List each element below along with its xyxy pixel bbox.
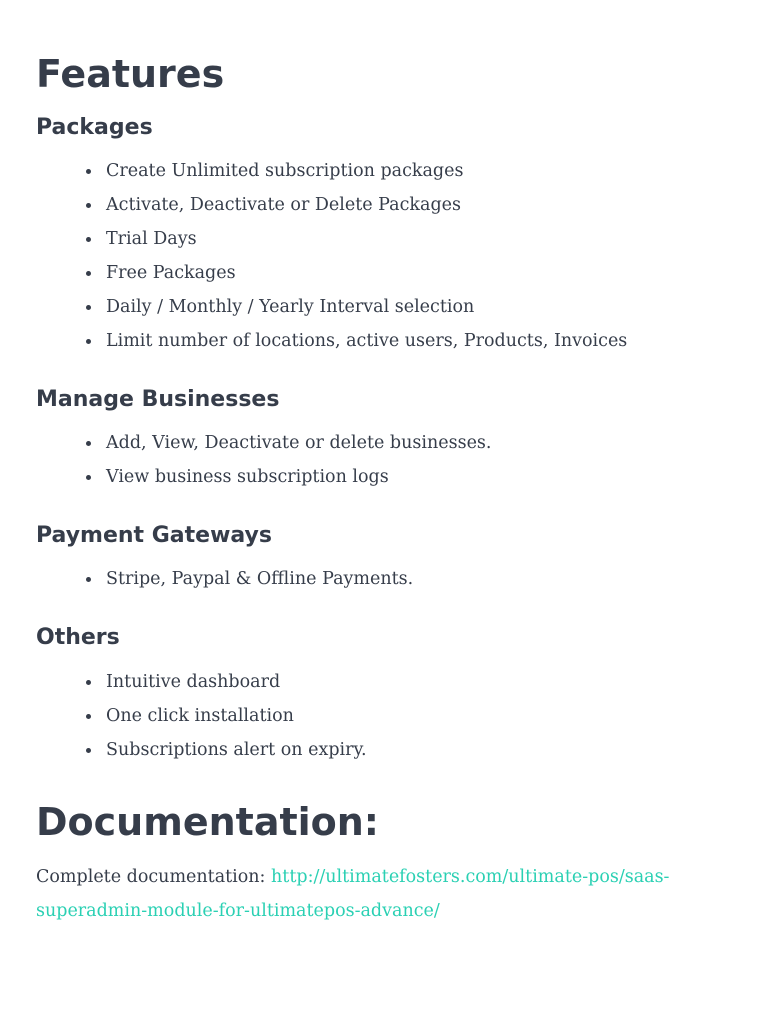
list-item-text: Trial Days bbox=[106, 229, 197, 249]
bullet-icon bbox=[86, 475, 91, 480]
list-item bbox=[36, 733, 736, 767]
list-item bbox=[36, 222, 736, 256]
bullet-icon bbox=[86, 203, 91, 208]
list-item bbox=[36, 290, 736, 324]
bullet-icon bbox=[86, 169, 91, 174]
manage-businesses-heading: Manage Businesses bbox=[36, 387, 280, 412]
list-item-text: View business subscription logs bbox=[106, 467, 389, 487]
bullet-icon bbox=[86, 680, 91, 685]
bullet-icon bbox=[86, 577, 91, 582]
list-item-text: Stripe, Paypal & Offline Payments. bbox=[106, 569, 414, 589]
list-item bbox=[36, 324, 736, 358]
bullet-icon bbox=[86, 714, 91, 719]
list-item-text: One click installation bbox=[106, 706, 294, 726]
payment-gateways-heading: Payment Gateways bbox=[36, 523, 272, 548]
list-item-text: Create Unlimited subscription packages bbox=[106, 161, 464, 181]
list-item bbox=[36, 665, 736, 699]
others-heading: Others bbox=[36, 625, 120, 650]
list-item bbox=[36, 460, 736, 494]
list-item-text: Limit number of locations, active users, Products, Invoices bbox=[106, 331, 628, 351]
list-item-text: Intuitive dashboard bbox=[106, 672, 281, 692]
bullet-icon bbox=[86, 237, 91, 242]
manage-businesses-list bbox=[36, 426, 736, 494]
list-item-text: Daily / Monthly / Yearly Interval selection bbox=[106, 297, 475, 317]
list-item-text: Add, View, Deactivate or delete businesses. bbox=[106, 433, 492, 453]
documentation-link-line1: http://ultimatefosters.com/ultimate-pos/saas- bbox=[271, 867, 670, 887]
list-item bbox=[36, 256, 736, 290]
bullet-icon bbox=[86, 748, 91, 753]
list-item-text: Activate, Deactivate or Delete Packages bbox=[106, 195, 461, 215]
documentation-label: Complete documentation: bbox=[36, 867, 272, 887]
bullet-icon bbox=[86, 271, 91, 276]
others-list bbox=[36, 665, 736, 767]
list-item bbox=[36, 154, 736, 188]
bullet-icon bbox=[86, 305, 91, 310]
documentation-title: Documentation: bbox=[36, 800, 380, 844]
list-item bbox=[36, 426, 736, 460]
list-item bbox=[36, 188, 736, 222]
features-title: Features bbox=[36, 52, 225, 96]
payment-gateways-list bbox=[36, 562, 736, 596]
list-item-text: Free Packages bbox=[106, 263, 236, 283]
bullet-icon bbox=[86, 339, 91, 344]
list-item bbox=[36, 562, 736, 596]
packages-list bbox=[36, 154, 736, 358]
list-item-text: Subscriptions alert on expiry. bbox=[106, 740, 367, 760]
bullet-icon bbox=[86, 441, 91, 446]
documentation-paragraph bbox=[36, 860, 726, 928]
list-item bbox=[36, 699, 736, 733]
packages-heading: Packages bbox=[36, 115, 153, 140]
documentation-link-line2: superadmin-module-for-ultimatepos-advance/ bbox=[36, 901, 440, 921]
